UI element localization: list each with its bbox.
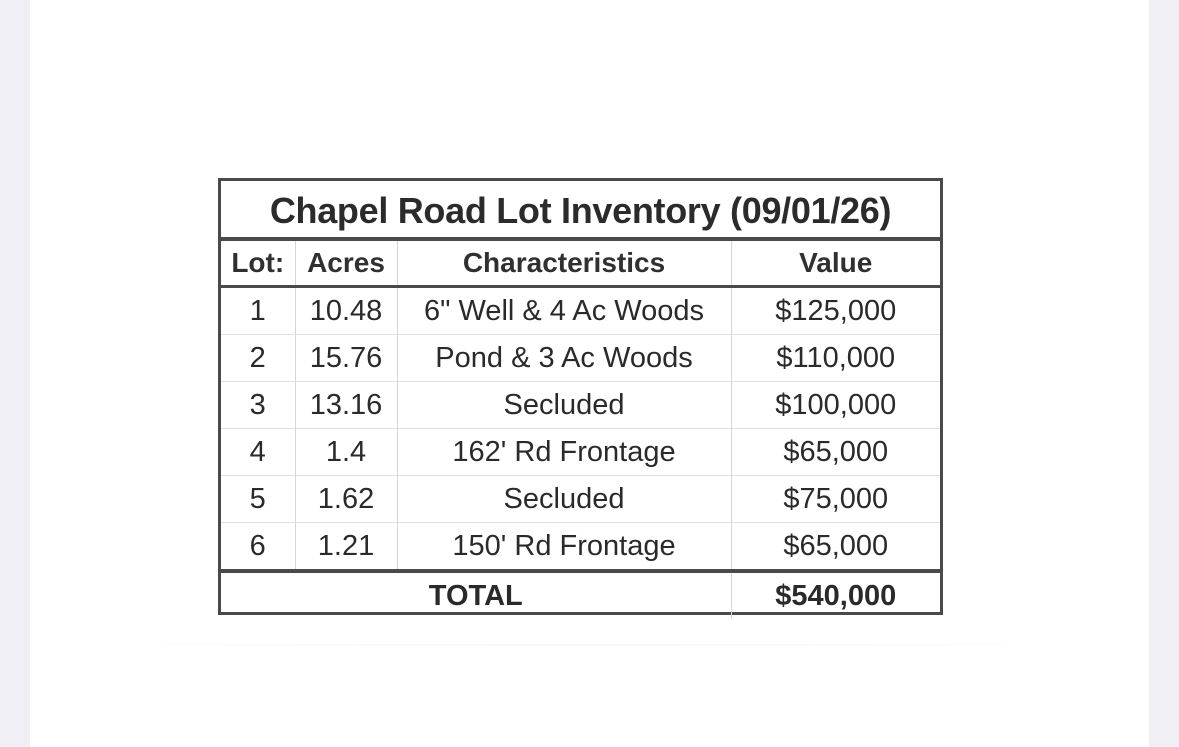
column-header-characteristics: Characteristics: [397, 241, 731, 287]
table-row: [221, 476, 940, 523]
cell-value: $75,000: [731, 476, 940, 523]
cell-acres: 10.48: [295, 287, 397, 335]
cell-characteristics: Secluded: [397, 476, 731, 523]
table-row: [221, 429, 940, 476]
inventory-grid: [221, 241, 940, 619]
cell-characteristics: 162' Rd Frontage: [397, 429, 731, 476]
table-row: [221, 523, 940, 572]
cell-characteristics: 6" Well & 4 Ac Woods: [397, 287, 731, 335]
column-header-acres: Acres: [295, 241, 397, 287]
column-header-lot: Lot:: [221, 241, 295, 287]
table-row: [221, 335, 940, 382]
cell-acres: 13.16: [295, 382, 397, 429]
column-header-value: Value: [731, 241, 940, 287]
header-row: [221, 241, 940, 287]
cell-lot: 1: [221, 287, 295, 335]
cell-lot: 2: [221, 335, 295, 382]
cell-characteristics: Secluded: [397, 382, 731, 429]
total-row: [221, 571, 940, 619]
cell-value: $100,000: [731, 382, 940, 429]
table-row: [221, 382, 940, 429]
cell-lot: 6: [221, 523, 295, 572]
cell-value: $65,000: [731, 429, 940, 476]
cell-characteristics: 150' Rd Frontage: [397, 523, 731, 572]
cell-lot: 5: [221, 476, 295, 523]
cell-lot: 3: [221, 382, 295, 429]
divider: [60, 644, 1110, 646]
cell-acres: 1.62: [295, 476, 397, 523]
total-value: $540,000: [731, 571, 940, 619]
total-label: TOTAL: [221, 571, 731, 619]
cell-lot: 4: [221, 429, 295, 476]
table-row: [221, 287, 940, 335]
cell-characteristics: Pond & 3 Ac Woods: [397, 335, 731, 382]
cell-acres: 1.21: [295, 523, 397, 572]
cell-value: $65,000: [731, 523, 940, 572]
table-title: Chapel Road Lot Inventory (09/01/26): [221, 181, 940, 241]
cell-acres: 15.76: [295, 335, 397, 382]
cell-value: $110,000: [731, 335, 940, 382]
cell-value: $125,000: [731, 287, 940, 335]
lot-inventory-table: [218, 178, 943, 615]
cell-acres: 1.4: [295, 429, 397, 476]
